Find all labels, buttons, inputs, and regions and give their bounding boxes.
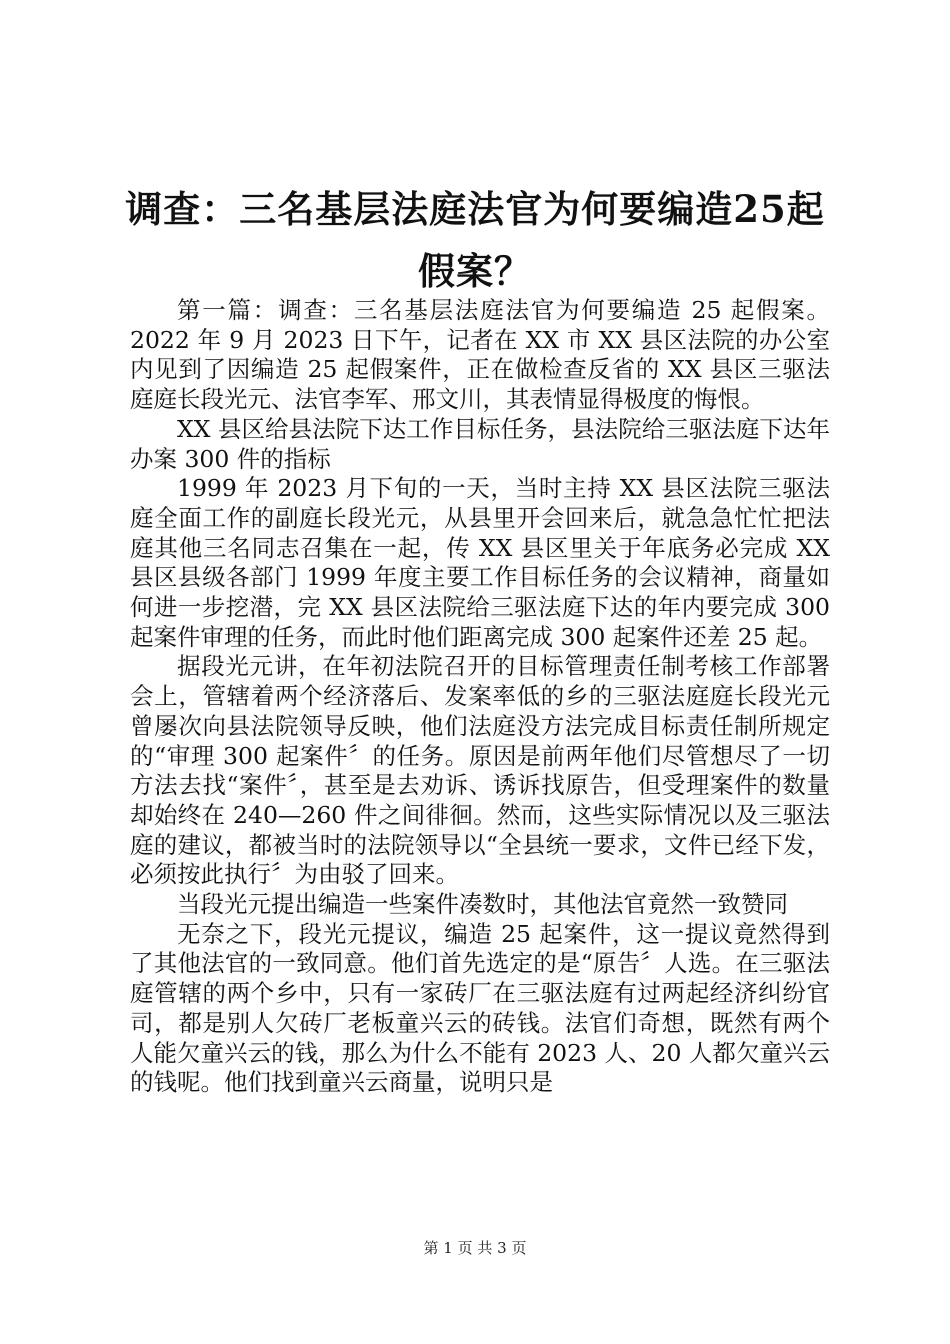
document-body <box>130 296 830 1098</box>
paragraph: 据段光元讲，在年初法院召开的目标管理责任制考核工作部署会上，管辖着两个经济落后、发案率低的乡的三驱法庭庭长段光元曾屡次向县法院领导反映，他们法庭没方法完成目标责任制所规定的“审理 300 起案件〞的任务。原因是前两年他们尽管想尽了一切方法去找“案件〞，甚至是去劝诉、诱诉找原告，但受理案件的数量却始终在 240—260 件之间徘徊。然而，这些实际情况以及三驱法庭的建议，都被当时的法院领导以“全县统一要求，文件已经下发，必须按此执行〞为由驳了回来。 <box>130 652 830 889</box>
paragraph: 无奈之下，段光元提议，编造 25 起案件，这一提议竟然得到了其他法官的一致同意。他们首先选定的是“原告〞人选。在三驱法庭管辖的两个乡中，只有一家砖厂在三驱法庭有过两起经济纠纷官司，都是别人欠砖厂老板童兴云的砖钱。法官们奇想，既然有两个人能欠童兴云的钱，那么为什么不能有 2023 人、20 人都欠童兴云的钱呢。他们找到童兴云商量，说明只是 <box>130 919 830 1097</box>
paragraph: 第一篇：调查：三名基层法庭法官为何要编造 25 起假案。2022 年 9 月 2023 日下午，记者在 XX 市 XX 县区法院的办公室内见到了因编造 25 起假案件，正在做检查反省的 XX 县区三驱法庭庭长段光元、法官李军、邢文川，其表情显得极度的悔恨。 <box>130 296 830 414</box>
paragraph: XX 县区给县法院下达工作目标任务，县法院给三驱法庭下达年办案 300 件的指标 <box>130 414 830 473</box>
page-footer: 第 1 页 共 3 页 <box>423 1239 527 1257</box>
paragraph: 当段光元提出编造一些案件凑数时，其他法官竟然一致赞同 <box>177 890 788 919</box>
paragraph: 1999 年 2023 月下旬的一天，当时主持 XX 县区法院三驱法庭全面工作的副庭长段光元，从县里开会回来后，就急急忙忙把法庭其他三名同志召集在一起，传 XX 县区里关于年底务必完成 XX 县区县级各部门 1999 年度主要工作目标任务的会议精神，商量如何进一步挖潜，完 XX 县区法院给三驱法庭下达的年内要完成 300 起案件审理的任务，而此时他们距离完成 300 起案件还差 25 起。 <box>130 474 830 651</box>
document-title: 调查：三名基层法庭法官为何要编造25起假案？ <box>125 187 825 293</box>
